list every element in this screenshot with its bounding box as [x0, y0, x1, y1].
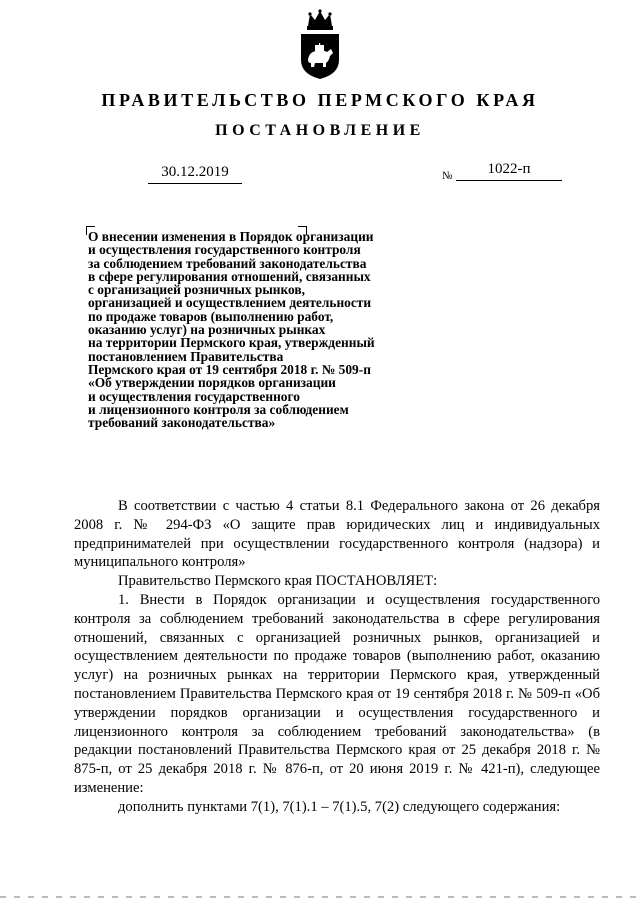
number-sign: №: [442, 170, 453, 182]
document-body: [74, 497, 600, 817]
document-date: 30.12.2019: [148, 164, 242, 184]
subject-line: Пермского края от 19 сентября 2018 г. № 509-п: [88, 361, 371, 377]
document-type: ПОСТАНОВЛЕНИЕ: [215, 122, 425, 139]
subject-line: и осуществления государственного контроля: [88, 242, 361, 258]
subject-line: требований законодательства»: [88, 415, 276, 431]
subject-line: с организацией розничных рынков,: [88, 282, 305, 298]
document-number: 1022-п: [456, 161, 562, 181]
subject-line: организацией и осуществлением деятельности: [88, 295, 372, 311]
body-paragraph-legal-basis: В соответствии с частью 4 статьи 8.1 Федерального закона от 26 декабря 2008 г. № 294-ФЗ «О защите прав юридических лиц и индивидуальных предпринимателей при осуществлении государственного контроля (надзора) и муниципального контроля»: [74, 498, 600, 571]
government-title: ПРАВИТЕЛЬСТВО ПЕРМСКОГО КРАЯ: [101, 90, 539, 110]
subject-line: постановлением Правительства: [88, 348, 284, 364]
subject-line: за соблюдением требований законодательства: [88, 255, 367, 271]
subject-line: и осуществления государственного: [88, 388, 300, 404]
subject-line: «Об утверждении порядков организации: [88, 375, 336, 391]
subject-line: и лицензионного контроля за соблюдением: [88, 401, 349, 417]
subject-line: в сфере регулирования отношений, связанных: [88, 268, 371, 284]
body-paragraph-item-1: 1. Внести в Порядок организации и осуществления государственного контроля за соблюдением требований законодательства в сфере регулирования отношений, связанных с организацией розничных рынков, организацией и осуществлением деятельности по продаже товаров (выполнению работ, оказанию услуг) на розничных рынках на территории Пермского края, утвержденный постановлением Правительства Пермского края от 19 сентября 2018 г. № 509-п «Об утверждении порядков организации и осуществления государственного и лицензионного контроля за соблюдением требований законодательства» (в редакции постановлений Правительства Пермского края от 25 декабря 2018 г. № 875-п, от 25 декабря 2018 г. № 876-п, от 20 июня 2019 г. № 421-п), следующее изменение:: [74, 591, 600, 796]
body-paragraph-resolves: Правительство Пермского края ПОСТАНОВЛЯЕТ:: [118, 573, 438, 590]
body-paragraph-amendment: дополнить пунктами 7(1), 7(1).1 – 7(1).5, 7(2) следующего содержания:: [118, 798, 561, 815]
subject-line: О внесении изменения в Порядок организации: [88, 229, 374, 244]
scan-edge-artifact: [0, 896, 640, 898]
document-subject: [88, 230, 428, 429]
perm-krai-coat-of-arms-icon: [298, 8, 342, 80]
subject-line: оказанию услуг) на розничных рынках: [88, 322, 326, 338]
subject-line: на территории Пермского края, утвержденный: [88, 335, 375, 351]
subject-line: по продаже товаров (выполнению работ,: [88, 308, 334, 324]
